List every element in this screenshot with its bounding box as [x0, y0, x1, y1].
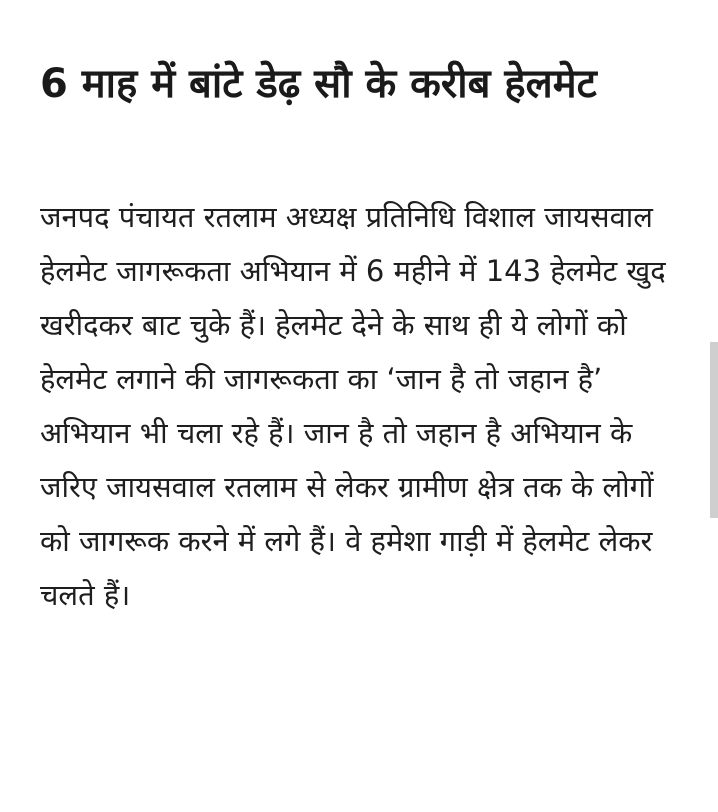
scrollbar-thumb[interactable]: [710, 342, 718, 518]
article: [40, 0, 680, 622]
article-headline: 6 माह में बांटे डेढ़ सौ के करीब हेलमेट: [40, 61, 597, 107]
article-body: जनपद पंचायत रतलाम अध्यक्ष प्रतिनिधि विशाल जायसवाल हेलमेट जागरूकता अभियान में 6 महीने में 143 हेलमेट खुद खरीदकर बाट चुके हैं। हेलमेट देने के साथ ही ये लोगों को हेलमेट लगाने की जागरूकता का ‘जान है तो जहान है’ अभियान भी चला रहे हैं। जान है तो जहान है अभियान के जरिए जायसवाल रतलाम से लेकर ग्रामीण क्षेत्र तक के लोगों को जागरूक करने में लगे हैं। वे हमेशा गाड़ी में हेलमेट लेकर चलते हैं।: [40, 200, 666, 612]
